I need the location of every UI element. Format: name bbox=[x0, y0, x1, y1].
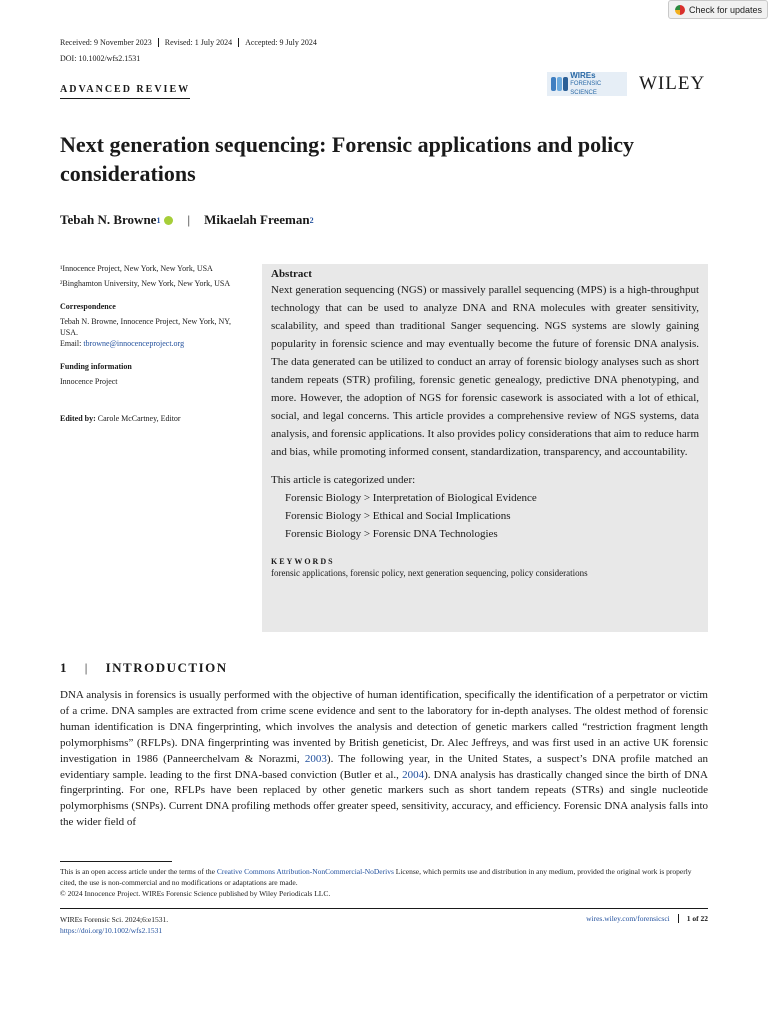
funding-heading: Funding information bbox=[60, 362, 132, 371]
keywords-heading: KEYWORDS bbox=[271, 557, 335, 566]
journal-logo-name: WIREs bbox=[570, 70, 596, 80]
section-number: 1 bbox=[60, 660, 68, 675]
revised-date: Revised: 1 July 2024 bbox=[159, 38, 239, 47]
orcid-icon[interactable] bbox=[164, 216, 173, 225]
affiliation-1: ¹Innocence Project, New York, New York, USA bbox=[60, 264, 213, 273]
author-separator: | bbox=[187, 212, 191, 227]
author-1-affil[interactable]: 1 bbox=[156, 215, 161, 225]
email-link[interactable]: tbrowne@innocenceproject.org bbox=[83, 339, 185, 348]
correspondence-text bbox=[60, 316, 250, 349]
keywords-text: forensic applications, forensic policy, next generation sequencing, policy considerations bbox=[271, 568, 588, 578]
footnote-divider bbox=[60, 861, 172, 862]
email-label: Email: bbox=[60, 339, 82, 348]
funding-text: Innocence Project bbox=[60, 377, 118, 386]
check-for-updates-badge[interactable] bbox=[668, 0, 768, 19]
journal-site-link[interactable]: wires.wiley.com/forensicsci bbox=[586, 914, 670, 923]
section-title: INTRODUCTION bbox=[105, 660, 228, 675]
footer-divider bbox=[60, 908, 708, 909]
correspondence-address: Tebah N. Browne, Innocence Project, New York, NY, USA. bbox=[60, 317, 232, 337]
publisher-logo[interactable]: WILEY bbox=[639, 73, 706, 94]
article-dates bbox=[60, 38, 323, 47]
abstract-box bbox=[262, 264, 708, 632]
accepted-date: Accepted: 9 July 2024 bbox=[245, 38, 317, 47]
article-sidebar bbox=[60, 263, 250, 428]
abstract-text: Next generation sequencing (NGS) or massively parallel sequencing (MPS) is a high-throughput technology that can be used to analyze DNA and RNA molecules with greater sensitivity, scalability, and speed than traditional Sanger sequencing. NGS systems are slowly gaining popularity in forensic science and may eventually become the future of forensic DNA analysis. The data generated can be utilized to conduct an array of forensic biology analyses such as short tandem repeats (STR) profiling, forensic genetic genealogy, predictive DNA phenotyping, and more. However, the adoption of NGS for forensic casework is associated with a lot of ethical, social, and legal concerns. This article provides a comprehensive review of NGS systems, data analysis, and forensic applications. It also provides policy considerations that aim to reduce harm and bias, while promoting informed consent, standardization, transparency, and accountability. bbox=[271, 284, 699, 458]
journal-logo-subtitle: FORENSIC SCIENCE bbox=[570, 80, 602, 96]
intro-text: ). The following year, in the United States, a suspect’s DNA profile matched an evidentiary sample. leading to the first DNA-based conviction (Butler et al., bbox=[60, 752, 709, 781]
journal-logo[interactable] bbox=[547, 72, 627, 96]
check-for-updates-label: Check for updates bbox=[689, 4, 763, 15]
license-footnote bbox=[60, 866, 708, 899]
affiliation-2: ²Binghamton University, New York, New York, USA bbox=[60, 279, 231, 288]
license-text: This is an open access article under the terms of the bbox=[60, 867, 217, 876]
introduction-paragraph bbox=[60, 688, 708, 831]
category-item[interactable]: Forensic Biology > Interpretation of Biological Evidence bbox=[285, 492, 537, 504]
footer-citation: WIREs Forensic Sci. 2024;6:e1531. bbox=[60, 915, 169, 924]
license-link[interactable]: Creative Commons Attribution-NonCommercial-NoDerivs bbox=[216, 867, 394, 876]
category-item[interactable]: Forensic Biology > Ethical and Social Implications bbox=[285, 510, 511, 522]
abstract-heading: Abstract bbox=[271, 268, 312, 280]
section-separator: | bbox=[84, 660, 89, 675]
edited-by-name: Carole McCartney, Editor bbox=[97, 414, 181, 423]
wires-mark-icon bbox=[550, 75, 567, 93]
footer-doi-link[interactable]: https://doi.org/10.1002/wfs2.1531 bbox=[60, 926, 163, 935]
author-line bbox=[60, 212, 314, 228]
category-item[interactable]: Forensic Biology > Forensic DNA Technologies bbox=[285, 528, 498, 540]
received-date: Received: 9 November 2023 bbox=[60, 38, 159, 47]
doi-text: DOI: 10.1002/wfs2.1531 bbox=[60, 54, 141, 63]
footer-citation-block bbox=[60, 914, 168, 936]
copyright-text: © 2024 Innocence Project. WIREs Forensic Science published by Wiley Periodicals LLC. bbox=[60, 889, 331, 898]
author-1[interactable]: Tebah N. Browne bbox=[60, 212, 157, 227]
crossmark-icon bbox=[675, 5, 685, 15]
correspondence-heading: Correspondence bbox=[60, 302, 116, 311]
footer-right bbox=[586, 914, 708, 923]
license-text: License, which permits use and distribution in any medium, provided the original work is properly cited, the use is non-commercial and no modifications or adaptations are made. bbox=[60, 867, 692, 887]
reference-link[interactable]: 2004 bbox=[402, 768, 425, 781]
author-2-affil[interactable]: 2 bbox=[309, 215, 314, 225]
edited-by bbox=[60, 413, 250, 424]
edited-by-label: Edited by: bbox=[60, 414, 96, 423]
author-2[interactable]: Mikaelah Freeman bbox=[204, 212, 310, 227]
article-title: Next generation sequencing: Forensic applications and policy considerations bbox=[60, 132, 635, 186]
categories bbox=[271, 471, 699, 543]
intro-text: DNA analysis in forensics is usually performed with the objective of human identification, specifically the identification of a perpetrator or victim of a crime. DNA samples are extracted from crime scene evidence and sent to the laboratory for in-depth analyses. The oldest method of forensic human identification is DNA fingerprinting, which involves the analysis and detection of genetic markers called “restriction fragment length polymorphisms” (RFLPs). DNA fingerprinting was invented by British geneticist, Dr. Alec Jeffreys, and was first used in an active UK forensic investigation in 1986 (Panneerchelvam & Norazmi, bbox=[60, 689, 708, 765]
page-number: 1 of 22 bbox=[678, 914, 708, 923]
intro-text: ). DNA analysis has drastically changed since the birth of DNA fingerprinting. For one, RFLPs have been replaced by other genetic markers such as short tandem repeats (STRs) and single nucleotide polymorphisms (SNPs). Current DNA profiling methods offer greater speed, sensitivity, accuracy, and efficiency. Forensic DNA analysis falls into the wider field of bbox=[60, 768, 708, 829]
introduction-heading bbox=[60, 660, 228, 676]
section-label: ADVANCED REVIEW bbox=[60, 84, 190, 99]
categories-label: This article is categorized under: bbox=[271, 474, 416, 486]
reference-link[interactable]: 2003 bbox=[304, 752, 327, 765]
